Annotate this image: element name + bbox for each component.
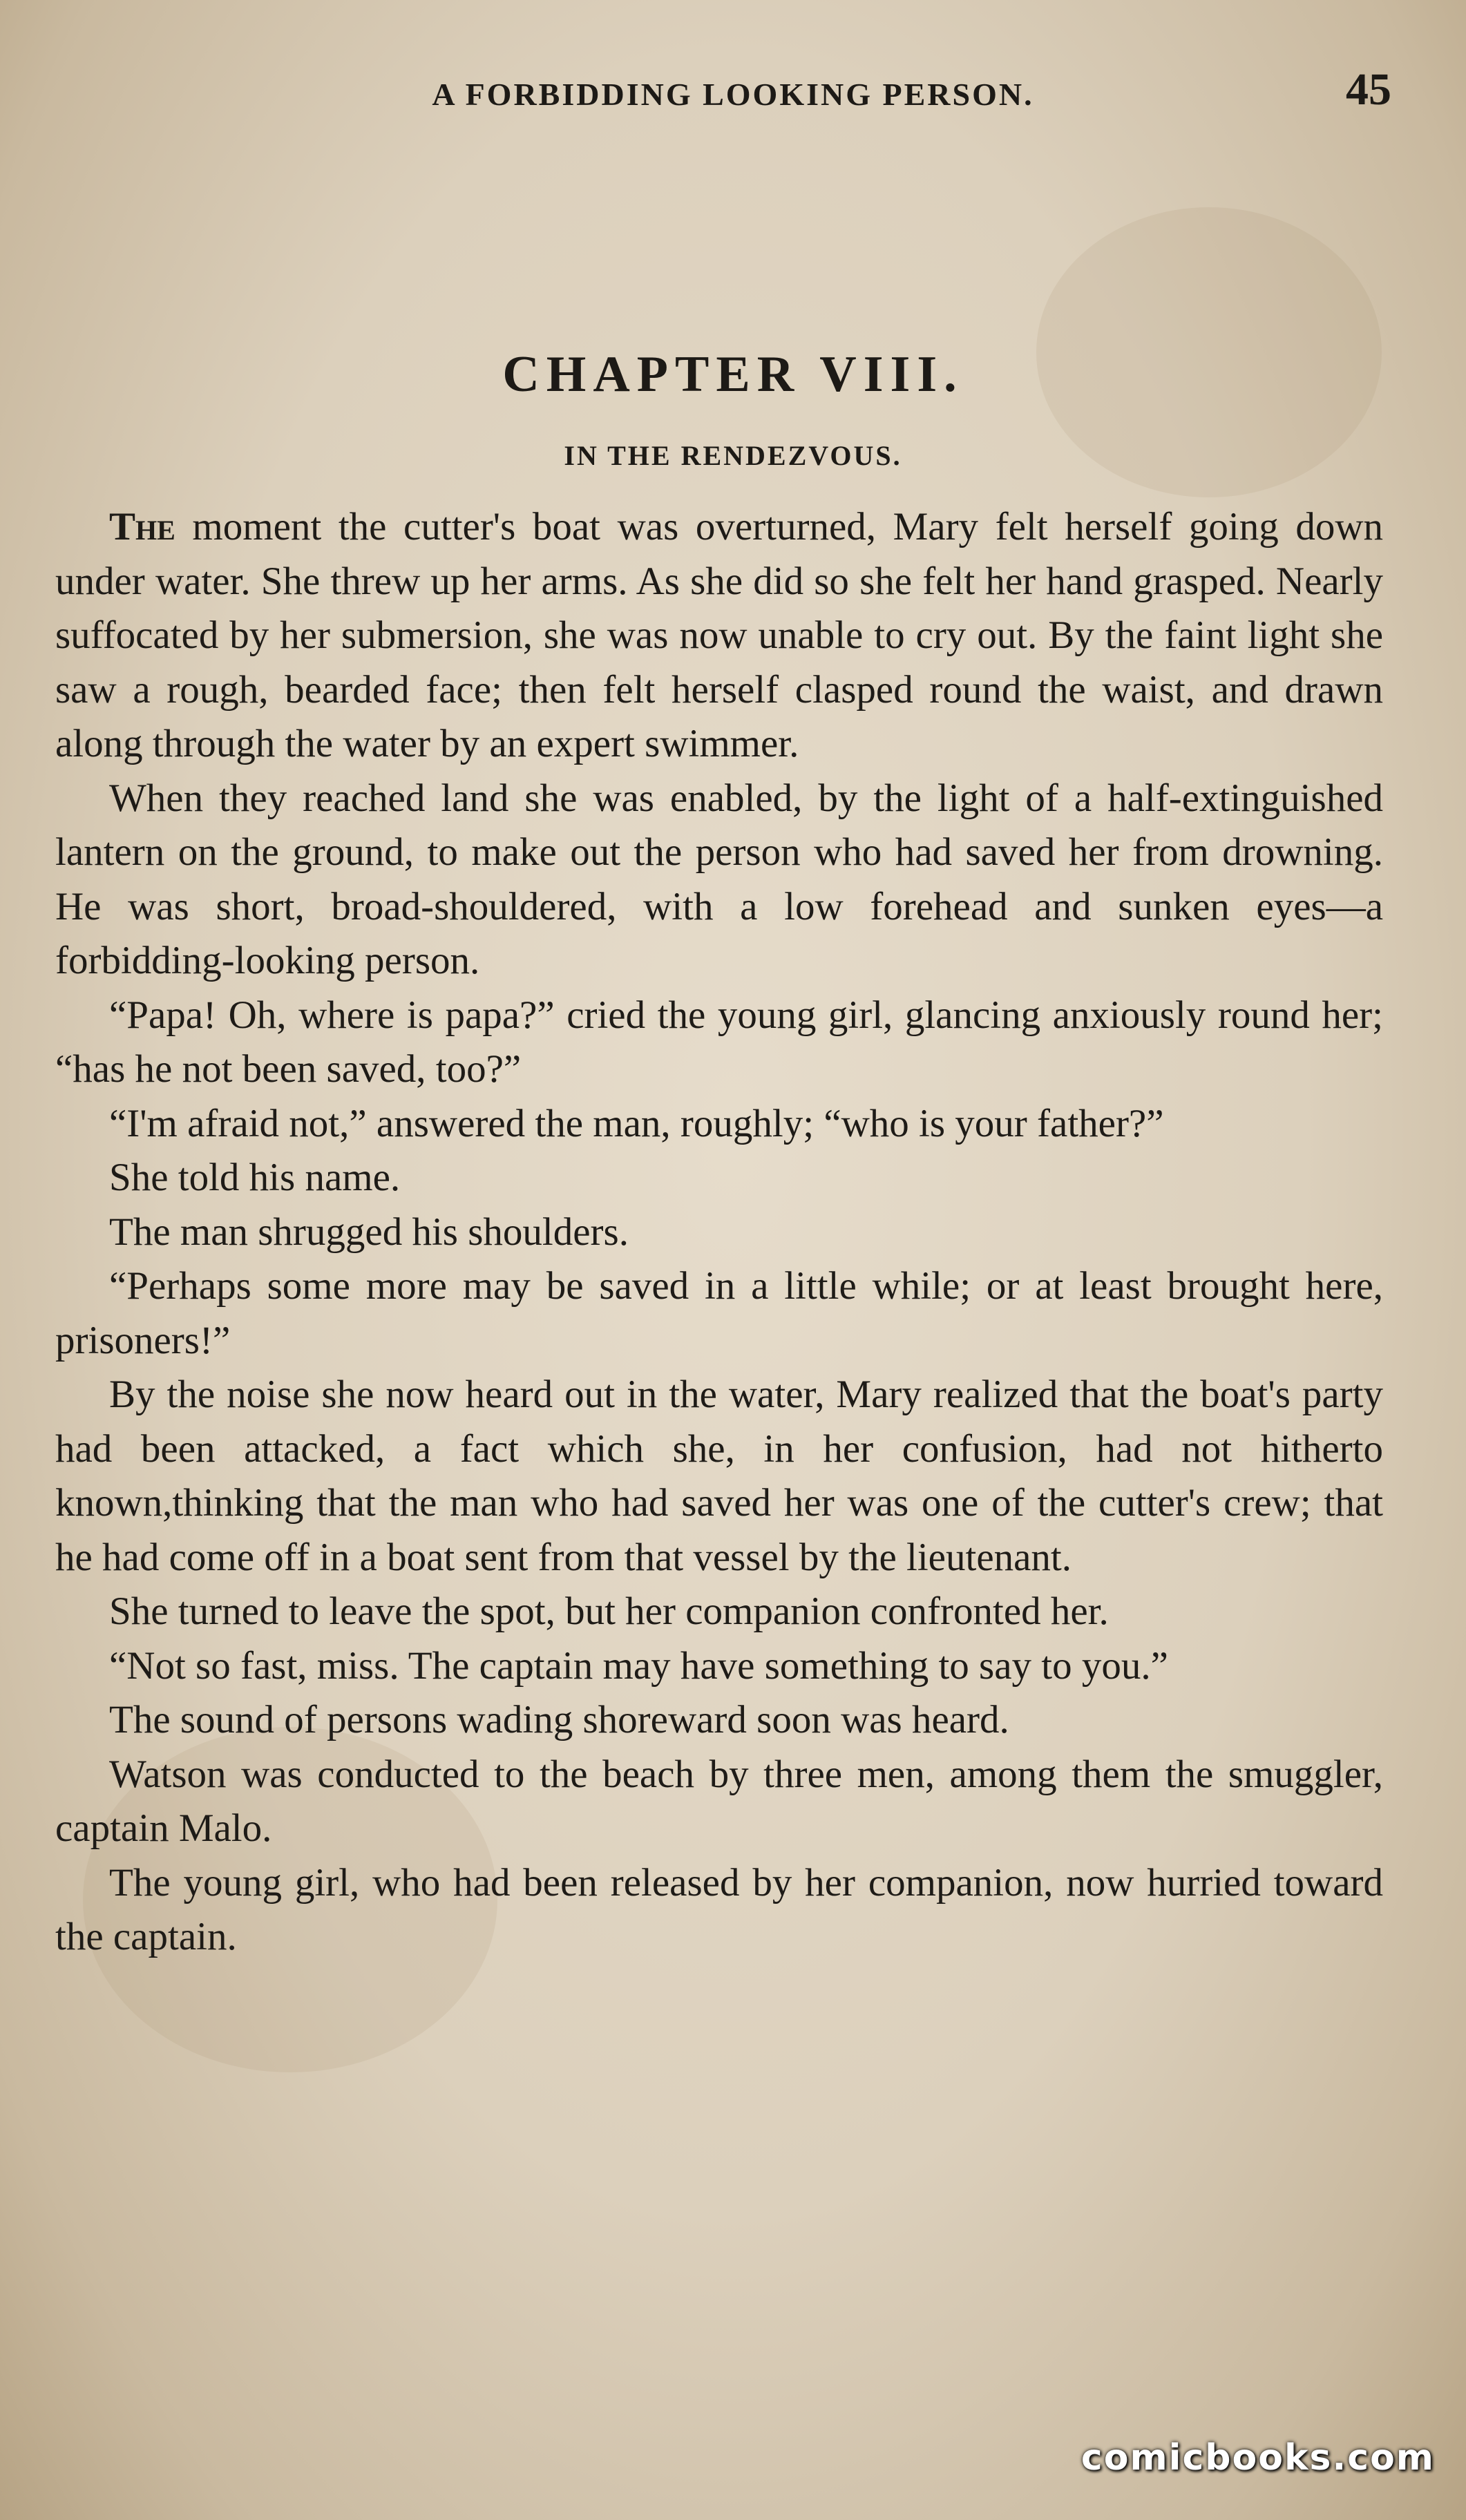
- paragraph: She told his name.: [109, 1156, 401, 1199]
- paragraph: “Not so fast, miss. The captain may have something to say to you.”: [109, 1643, 1168, 1688]
- chapter-subtitle: IN THE RENDEZVOUS.: [564, 440, 902, 471]
- paragraph-text: moment the cutter's boat was overturned, Mary felt herself going down under water. She threw up her arms. As she did so she felt her hand grasped. Nearly suffocated by her submersion, she was now unable to cry out. By the faint light she saw a rough, bearded face; then felt herself clasped round the waist, and drawn along through the water by an expert swimmer.: [55, 505, 1383, 765]
- lead-word: The: [109, 505, 175, 548]
- paragraph: When they reached land she was enabled, by the light of a half-extinguished lantern on the ground, to make out the person who had saved her from drowning. He was short, broad-shouldered, with a low forehead and sunken eyes—a forbidding-looking person.: [55, 776, 1383, 982]
- chapter-body: [55, 500, 1383, 1965]
- chapter-title: CHAPTER VIII.: [502, 346, 964, 403]
- site-watermark: comicbooks.com: [1081, 2437, 1435, 2479]
- paragraph: The man shrugged his shoulders.: [109, 1210, 629, 1254]
- paragraph: The young girl, who had been released by her companion, now hurried toward the captain.: [55, 1860, 1383, 1958]
- paragraph: By the noise she now heard out in the water, Mary realized that the boat's party had been attacked, a fact which she, in her confusion, had not hitherto known,thinking that the man who had saved her was one of the cutter's crew; that he had come off in a boat sent from that vessel by the lieutenant.: [55, 1373, 1383, 1579]
- running-title: A FORBIDDING LOOKING PERSON.: [432, 77, 1034, 112]
- page-number: 45: [1346, 64, 1391, 115]
- paragraph: She turned to leave the spot, but her companion confronted her.: [109, 1590, 1109, 1633]
- paragraph: “Perhaps some more may be saved in a little while; or at least brought here, prisoners!”: [55, 1264, 1383, 1362]
- paragraph: [55, 500, 1383, 772]
- paragraph: Watson was conducted to the beach by three men, among them the smuggler, captain Malo.: [55, 1752, 1383, 1850]
- paragraph: “I'm afraid not,” answered the man, roughly; “who is your father?”: [109, 1101, 1164, 1145]
- paragraph: “Papa! Oh, where is papa?” cried the young girl, glancing anxiously round her; “has he not been saved, too?”: [55, 993, 1383, 1091]
- page-header: [0, 64, 1466, 126]
- paragraph: The sound of persons wading shoreward soon was heard.: [109, 1698, 1009, 1741]
